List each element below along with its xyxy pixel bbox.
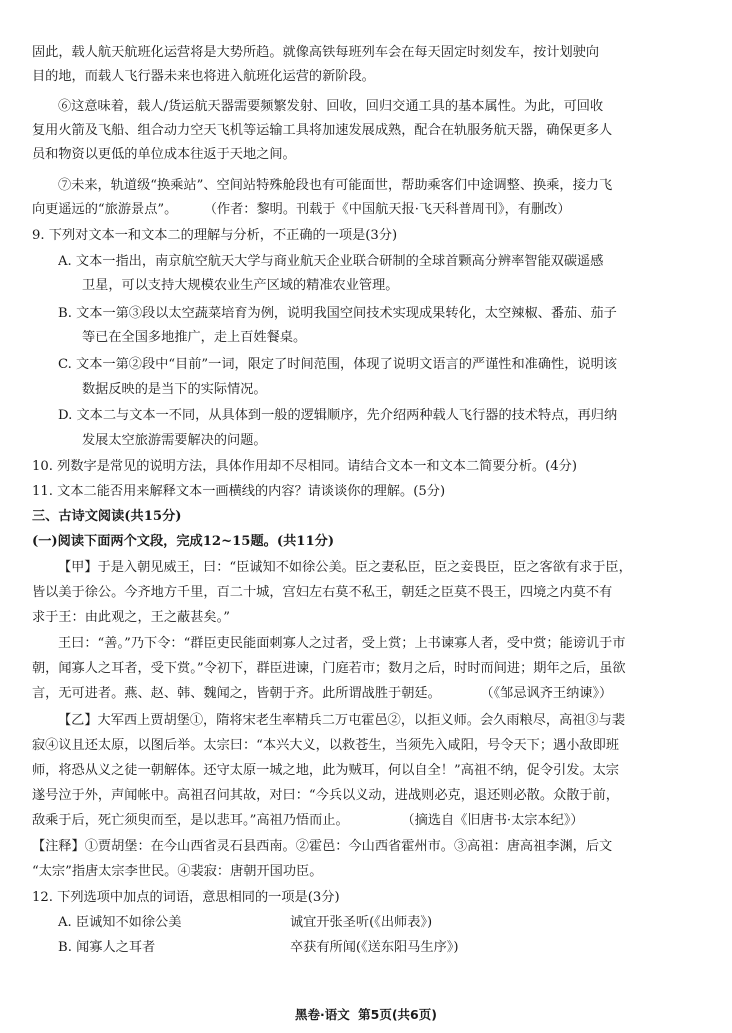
q9-option-d: D. 文本二与文本一不同，从具体到一般的逻辑顺序，先介绍两种载人飞行器的技术特点，再归纳 xyxy=(58,408,618,423)
paper-label: 黑卷·语文 xyxy=(295,1007,350,1022)
passage-paragraph-7: ⑦未来，轨道级“换乘站”、空间站特殊舱段也有可能面世，帮助乘客们中途调整、换乘，接力飞 xyxy=(58,178,613,193)
text-jia-line: 王曰：“善。”乃下令：“群臣吏民能面刺寡人之过者，受上赏；上书谏寡人者，受中赏；能谤讥于市 xyxy=(58,636,626,651)
page-number: 第5页(共6页) xyxy=(358,1007,437,1022)
text-yi-line: 敌乘于后，死亡须臾而至，是以悲耳。”高祖乃悟而止。 （摘选自《旧唐书·太宗本纪》） xyxy=(32,813,584,828)
q12-option-b-right: 卒获有所闻(《送东阳马生序》) xyxy=(290,940,459,955)
annotation-line: “太宗”指唐太宗李世民。④裴寂：唐朝开国功臣。 xyxy=(32,864,323,879)
page-footer xyxy=(0,1005,732,1023)
text-jia-line: 皆以美于徐公。今齐地方千里，百二十城，宫妇左右莫不私王，朝廷之臣莫不畏王，四境之内莫不有 xyxy=(32,585,613,600)
subsection-1-heading: (一)阅读下面两个文段，完成12~15题。(共11分) xyxy=(32,534,335,549)
annotation-line: 【注释】①贾胡堡：在今山西省灵石县西南。②霍邑：今山西省霍州市。③高祖：唐高祖李渊，后文 xyxy=(32,839,613,854)
passage-line: 复用火箭及飞船、组合动力空天飞机等运输工具将加速发展成熟，配合在轨服务航天器，确保更多人 xyxy=(32,123,613,138)
passage-line: 员和物资以更低的单位成本往返于天地之间。 xyxy=(32,147,296,162)
question-9-stem: 9. 下列对文本一和文本二的理解与分析，不正确的一项是(3分) xyxy=(32,228,398,243)
text-jia-line: 【甲】于是入朝见威王，曰：“臣诚知不如徐公美。臣之妻私臣，臣之妾畏臣，臣之客欲有求于臣， xyxy=(58,560,632,575)
q9-option-a: A. 文本一指出，南京航空航天大学与商业航天企业联合研制的全球首颗高分辨率智能双碳遥感 xyxy=(58,254,604,269)
text-jia-line: 朝，闻寡人之耳者，受下赏。”令初下，群臣进谏，门庭若市；数月之后，时时而间进；期年之后，虽欲 xyxy=(32,661,626,676)
text-yi-line: 遂号泣于外，声闻帐中。高祖召问其故，对曰：“今兵以义动，进战则必克，退还则必散。众散于前， xyxy=(32,788,619,803)
q9-option-b: B. 文本一第③段以太空蔬菜培育为例，说明我国空间技术实现成果转化，太空辣椒、番茄、茄子 xyxy=(58,306,617,321)
q12-option-b-left: B. 闻寡人之耳者 xyxy=(58,940,156,955)
passage-line: 目的地，而载人飞行器未来也将进入航班化运营的新阶段。 xyxy=(32,69,375,84)
passage-paragraph-6: ⑥这意味着，载人/货运航天器需要频繁发射、回收，回归交通工具的基本属性。为此，可回收 xyxy=(58,99,604,114)
section-3-heading: 三、古诗文阅读(共15分) xyxy=(32,509,182,524)
text-yi-line: 师，将恐从义之徒一朝解体。还守太原一城之地，此为贼耳，何以自全！”高祖不纳，促令引发。太宗 xyxy=(32,763,619,778)
question-10: 10. 列数字是常见的说明方法，具体作用却不尽相同。请结合文本一和文本二简要分析。(4分) xyxy=(32,459,577,474)
q9-option-d-cont: 发展太空旅游需要解决的问题。 xyxy=(82,433,267,448)
passage-source: 向更遥远的“旅游景点”。 （作者：黎明。刊载于《中国航天报·飞天科普周刊》，有删改） xyxy=(32,202,571,217)
q12-option-a-right: 诚宜开张圣听(《出师表》) xyxy=(290,915,433,930)
text-jia-line: 求于王：由此观之，王之蔽甚矣。” xyxy=(32,610,230,625)
q9-option-c-cont: 数据反映的是当下的实际情况。 xyxy=(82,382,267,397)
q9-option-c: C. 文本一第②段中“目前”一词，限定了时间范围，体现了说明文语言的严谨性和准确性，说明该 xyxy=(58,357,617,372)
text-yi-line: 寂④议且还太原，以图后举。太宗曰：“本兴大义，以救苍生，当须先入咸阳，号令天下；遇小敌即班 xyxy=(32,738,619,753)
text-yi-line: 【乙】大军西上贾胡堡①，隋将宋老生率精兵二万屯霍邑②，以拒义师。会久雨粮尽，高祖③与裴 xyxy=(58,713,626,728)
q9-option-b-cont: 等已在全国多地推广，走上百姓餐桌。 xyxy=(82,330,307,345)
question-11: 11. 文本二能否用来解释文本一画横线的内容？请谈谈你的理解。(5分) xyxy=(32,484,446,499)
text-jia-line: 言，无可进者。燕、赵、韩、魏闻之，皆朝于齐。此所谓战胜于朝廷。 （《邹忌讽齐王纳谏》） xyxy=(32,686,613,701)
passage-line: 固此，载人航天航班化运营将是大势所趋。就像高铁每班列车会在每天固定时刻发车，按计划驶向 xyxy=(32,45,600,60)
question-12-stem: 12. 下列选项中加点的词语，意思相同的一项是(3分) xyxy=(32,890,340,905)
q9-option-a-cont: 卫星，可以支持大规模农业生产区域的精准农业管理。 xyxy=(82,278,399,293)
q12-option-a-left: A. 臣诚知不如徐公美 xyxy=(58,915,182,930)
